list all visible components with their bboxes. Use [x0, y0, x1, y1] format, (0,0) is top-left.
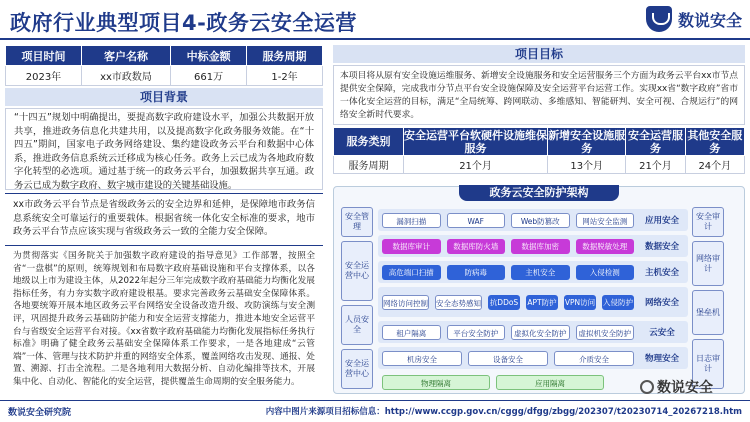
- background-paragraph-1: “十四五”规划中明确提出，要提高数字政府建设水平，加强公共数据开放共享，推进政务信息化共建共用，以及提高数字化政务服务效能。在“十四五”期间，国家电子政务网络建设、集约建设政务云平台和数据中心体系，推进政务信息系统云迁移成为核心任务。政务上云已成为各地政府数字化转型的必选项。通过基于统一的政务云平台，加强数据共享互通。政务云已成为数字政府、数字城市建设的关键基础设施。: [5, 108, 323, 190]
- service-period: 21个月: [404, 156, 548, 174]
- component-chip: 漏洞扫描: [382, 213, 441, 228]
- layer-label: 网络安全: [644, 298, 679, 308]
- background-paragraph-2: xx市政务云平台节点是省级政务云的安全边界和延伸，是保障地市政务信息系统安全可靠运行的重要载体。根据省统一体化安全标准的要求，地市政务云平台节点应该实现与省级政务云一致的全能力安全保障。: [13, 199, 315, 238]
- left-label: 安全运营中心: [341, 349, 373, 389]
- brand-logo: [646, 4, 742, 34]
- layer-label: 物理安全: [644, 354, 679, 364]
- section-divider: [5, 193, 323, 194]
- goal-heading: 项目目标: [333, 45, 745, 63]
- component-chip: 数据库审计: [382, 239, 441, 254]
- right-label: 安全审计: [692, 207, 724, 237]
- service-period: 21个月: [626, 156, 685, 174]
- service-header: 其他安全服务: [685, 128, 744, 156]
- component-chip: Web防篡改: [511, 213, 570, 228]
- component-chip: 网络访问控制: [382, 295, 429, 310]
- service-table: [333, 127, 745, 174]
- footer-divider: [0, 400, 750, 401]
- service-row-label: 服务周期: [334, 156, 404, 174]
- watermark-text: 数说安全: [657, 380, 713, 396]
- component-chip: VPN访问: [564, 295, 596, 310]
- component-chip: 数据库防火墙: [447, 239, 506, 254]
- component-chip: 抗DDoS: [488, 295, 520, 310]
- component-chip: 物理隔离: [382, 375, 490, 390]
- right-label: 网络审计: [692, 241, 724, 286]
- component-chip: 租户隔离: [382, 325, 441, 340]
- header-client: 客户名称: [81, 46, 170, 66]
- footer-source-link[interactable]: 内容中图片来源项目招标信息：http://www.ccgp.gov.cn/cggg/dfgg/zbgg/202307/t20230714_20267218.htm: [265, 407, 742, 417]
- page-title: 政府行业典型项目4-政务云安全运营: [10, 11, 357, 35]
- service-header: 新增安全设施服务: [548, 128, 626, 155]
- footer-source-org: 数说安全研究院: [8, 408, 72, 418]
- service-header: 安全运营平台软硬件设施维保服务: [404, 128, 548, 155]
- component-chip: 网站安全监测: [576, 213, 635, 228]
- component-chip: APT防护: [526, 295, 558, 310]
- layer-label: 主机安全: [644, 268, 679, 278]
- right-label: 堡垒机: [692, 290, 724, 335]
- component-chip: 数据脱敏处理: [576, 239, 635, 254]
- value-amount: 661万: [171, 66, 247, 86]
- header-period: 服务周期: [247, 46, 323, 66]
- component-chip: 安全态势感知: [435, 295, 482, 310]
- value-time: 2023年: [6, 66, 82, 86]
- layer-row-isolation: [378, 371, 608, 393]
- left-label: 安全管理: [341, 207, 373, 237]
- component-chip: 高危端口扫描: [382, 265, 441, 280]
- layer-row-cloud: [378, 321, 688, 343]
- right-label-column: [692, 207, 726, 393]
- brand-name: 数说安全: [677, 10, 742, 30]
- watermark: [640, 377, 713, 397]
- service-period: 13个月: [548, 156, 626, 174]
- layer-row-application: [378, 209, 688, 231]
- component-chip: 入侵防护: [602, 295, 634, 310]
- architecture-diagram: [333, 186, 745, 394]
- left-label: 安全运营中心: [341, 241, 373, 301]
- wechat-icon: [640, 380, 654, 394]
- layer-label: 数据安全: [644, 242, 679, 252]
- left-label-column: [341, 207, 373, 393]
- layer-row-host: [378, 261, 688, 283]
- header-amount: 中标金额: [171, 46, 247, 66]
- component-chip: 介质安全: [554, 351, 634, 366]
- left-label: 人员安全: [341, 305, 373, 345]
- component-chip: 虚拟化安全防护: [511, 325, 570, 340]
- component-chip: 主机安全: [511, 265, 570, 280]
- background-heading: 项目背景: [5, 88, 323, 106]
- component-chip: 入侵检测: [576, 265, 635, 280]
- layer-row-data: [378, 235, 688, 257]
- component-chip: 机房安全: [382, 351, 462, 366]
- component-chip: 设备安全: [468, 351, 548, 366]
- service-period: 24个月: [685, 156, 744, 174]
- service-header: 安全运营服务: [626, 128, 685, 156]
- project-info-table: [5, 45, 323, 86]
- component-chip: 应用隔离: [496, 375, 604, 390]
- value-period: 1-2年: [247, 66, 323, 86]
- component-chip: 防病毒: [447, 265, 506, 280]
- layer-row-network: [378, 287, 688, 317]
- header-time: 项目时间: [6, 46, 82, 66]
- value-client: xx市政数局: [81, 66, 170, 86]
- component-chip: WAF: [447, 213, 506, 228]
- section-divider: [5, 245, 323, 246]
- diagram-title: 政务云安全防护架构: [459, 185, 619, 201]
- layer-label: 云安全: [649, 328, 675, 338]
- header-divider: [0, 38, 750, 40]
- right-label: 日志审计: [692, 339, 724, 389]
- layer-label: 应用安全: [644, 216, 679, 226]
- goal-text: 本项目将从原有安全设施运维服务、新增安全设施服务和安全运营服务三个方面为政务云平台xx市节点提供安全保障，完成我市分节点平台安全设施保障及安全运营平台运营工作。实现xx省“数字政府”省市一体化安全运营的目标，满足“全局统筹、跨网联动、多维感知、智能研判、安全可视、合规运行”的网络安全新时代要求。: [333, 65, 745, 125]
- component-chip: 数据库加密: [511, 239, 570, 254]
- service-header: 服务类别: [334, 128, 404, 156]
- background-paragraph-3: 为贯彻落实《国务院关于加强数字政府建设的指导意见》工作部署，按照全省“一盘棋”的原则，统筹规划和布局数字政府基础设施和平台支撑体系，以各地级以上市为建设主体，从2022年起分三年完成数字政府基础能力均衡化发展指标任务，有力夯实数字政府建设根基。要求完善政务云基础安全保障体系。各地要统筹开展本地区政务云平台网络安全设备改造升级、攻防演练与安全测评，巩固提升政务云基础防护能力和安全运营支撑能力，推进本地安全运营平台与省级安全运营平台对接。《xx省数字政府基础能力均衡化发展指标任务执行标准》明确了健全政务云基础安全保障体系工作要求，一是各地建成“云管端”一体、管理与技术防护并重的网络安全体系，覆盖网络攻击发现、通报、处置、溯源、打击全流程。二是各地利用大数据分析、自动化编排等技术，开展集中化、自动化、智能化的安全运营，提供覆盖生命周期的安全服务能力。: [13, 251, 315, 387]
- component-chip: 平台安全防护: [447, 325, 506, 340]
- shield-logo-icon: [646, 6, 672, 32]
- component-chip: 虚拟机安全防护: [576, 325, 635, 340]
- layer-row-physical: [378, 347, 688, 369]
